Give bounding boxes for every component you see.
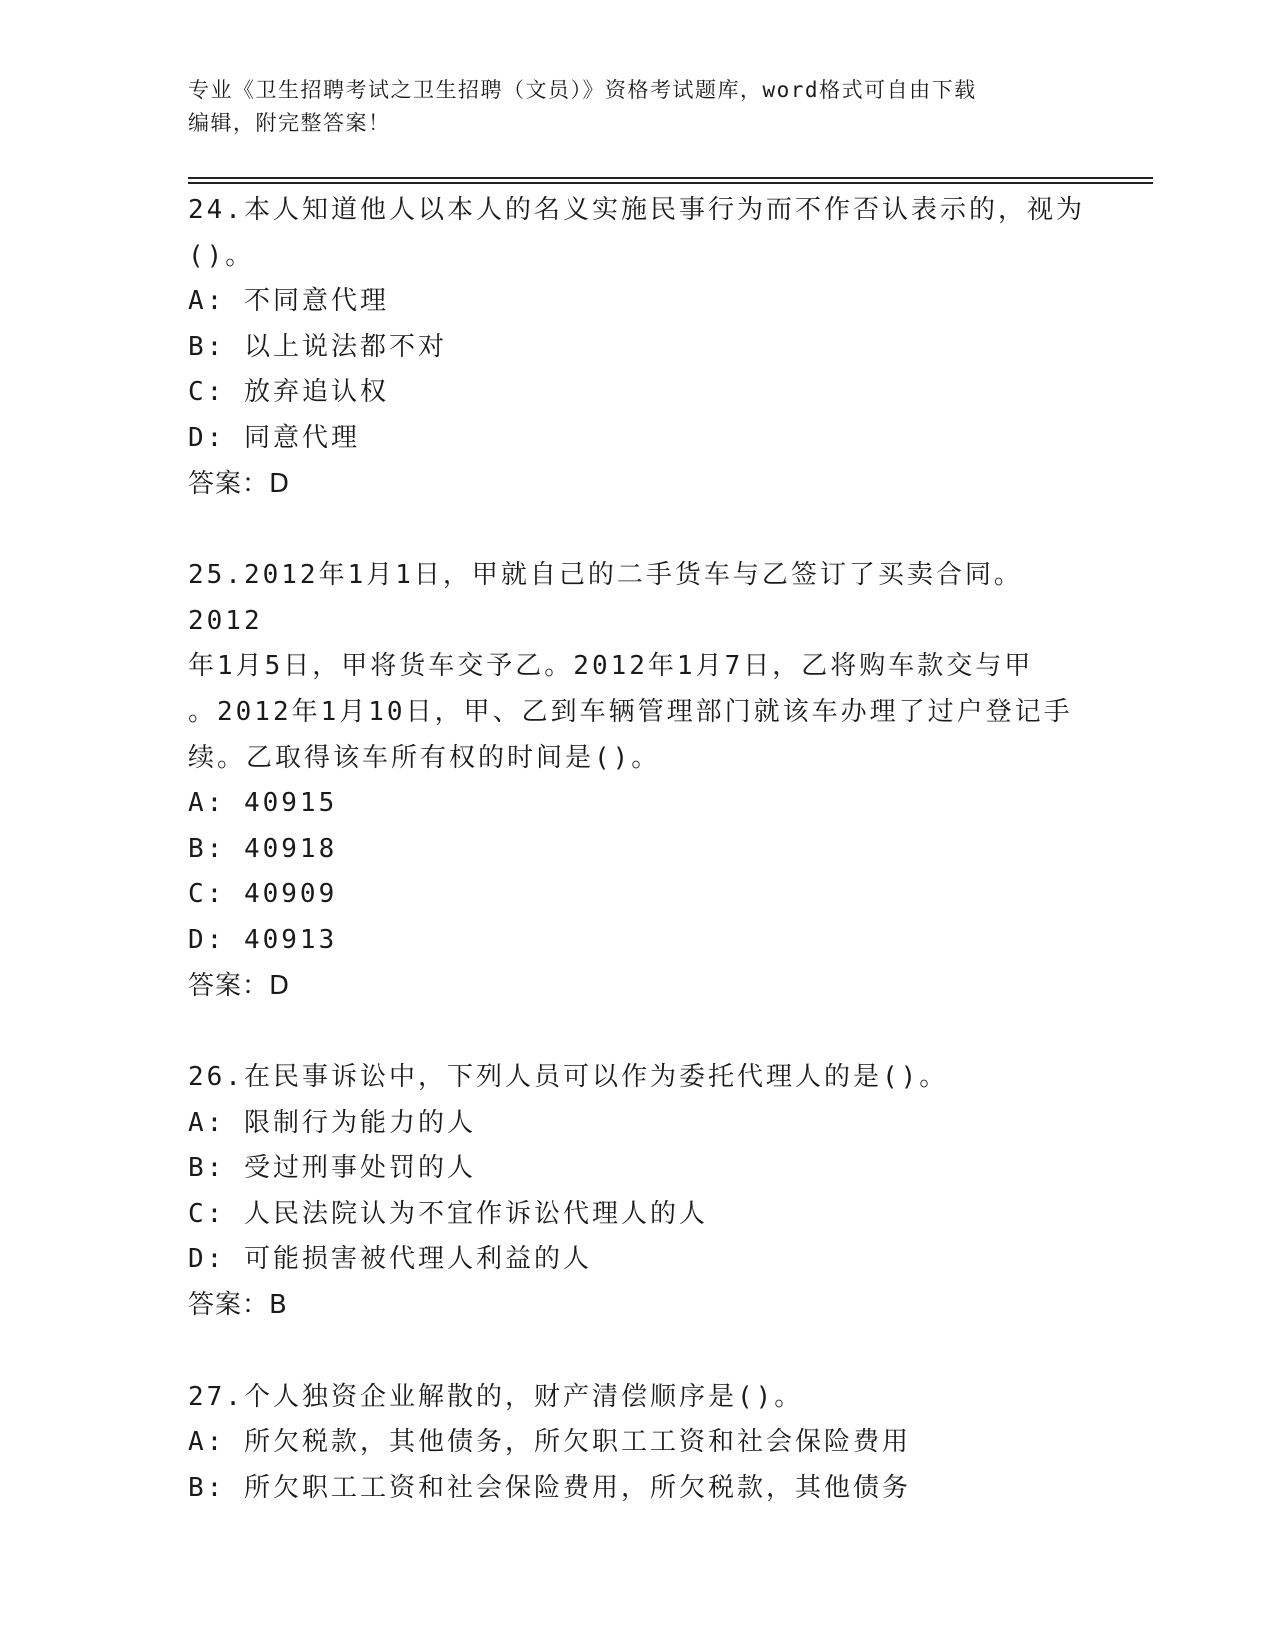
option-text: 人民法院认为不宜作诉讼代理人的人: [243, 1198, 708, 1229]
header-line-1: 专业《卫生招聘考试之卫生招聘（文员）》资格考试题库，word格式可自由下载: [188, 78, 977, 102]
option-b: [188, 325, 1088, 371]
question-25: [188, 553, 1088, 1009]
option-label: A:: [188, 788, 226, 819]
option-label: B:: [188, 833, 226, 864]
option-label: D:: [188, 1244, 226, 1275]
option-text: 限制行为能力的人: [243, 1107, 476, 1138]
option-label: C:: [188, 879, 226, 910]
option-b: [188, 1146, 1088, 1192]
option-label: C:: [188, 1198, 226, 1229]
question-24: [188, 188, 1088, 507]
question-text-line: 24.本人知道他人以本人的名义实施民事行为而不作否认表示的，视为: [188, 195, 1085, 225]
option-label: B:: [188, 331, 226, 362]
option-text: 40909: [243, 879, 338, 910]
option-label: A:: [188, 1427, 226, 1458]
answer-line: 答案：B: [188, 1290, 288, 1321]
option-a: [188, 1420, 1088, 1466]
question-text-line: 26.在民事诉讼中，下列人员可以作为委托代理人的是()。: [188, 1062, 949, 1093]
option-text: 同意代理: [243, 422, 360, 453]
option-text: 受过刑事处罚的人: [243, 1153, 476, 1184]
question-text-line: 。2012年1月10日，甲、乙到车辆管理部门就该车办理了过户登记手: [188, 696, 1073, 727]
option-c: [188, 370, 1088, 416]
option-label: A:: [188, 286, 226, 317]
option-text: 放弃追认权: [243, 377, 389, 408]
answer-line: 答案：D: [188, 468, 291, 499]
option-text: 所欠职工工资和社会保险费用，所欠税款，其他债务: [243, 1472, 911, 1503]
question-list: [188, 188, 1088, 1511]
option-label: B:: [188, 1153, 226, 1184]
option-label: D:: [188, 422, 226, 453]
option-text: 以上说法都不对: [243, 331, 447, 362]
option-text: 不同意代理: [243, 286, 389, 317]
header-line-2: 编辑，附完整答案！: [188, 111, 391, 135]
document-header: [188, 74, 1088, 140]
option-d: [188, 416, 1088, 462]
option-a: [188, 781, 1088, 827]
question-text-line: 25.2012年1月1日，甲就自己的二手货车与乙签订了买卖合同。2012: [188, 560, 1023, 636]
question-text-line: ()。: [188, 240, 255, 271]
question-text-line: 续。乙取得该车所有权的时间是()。: [188, 742, 661, 773]
header-divider-bottom: [188, 182, 1153, 184]
option-c: [188, 872, 1088, 918]
option-d: [188, 1237, 1088, 1283]
option-b: [188, 1466, 1088, 1512]
question-text-line: 27.个人独资企业解散的，财产清偿顺序是()。: [188, 1381, 804, 1412]
option-text: 40918: [243, 833, 338, 864]
option-label: C:: [188, 377, 226, 408]
header-divider-top: [188, 177, 1153, 179]
option-a: [188, 279, 1088, 325]
option-text: 40913: [243, 924, 338, 955]
option-text: 40915: [243, 788, 338, 819]
option-d: [188, 918, 1088, 964]
option-label: B:: [188, 1472, 226, 1503]
question-text-line: 年1月5日，甲将货车交予乙。2012年1月7日，乙将购车款交与甲: [188, 651, 1034, 682]
option-text: 所欠税款，其他债务，所欠职工工资和社会保险费用: [243, 1427, 911, 1458]
option-c: [188, 1192, 1088, 1238]
option-text: 可能损害被代理人利益的人: [243, 1244, 592, 1275]
question-27: [188, 1375, 1088, 1512]
option-label: A:: [188, 1107, 226, 1138]
option-a: [188, 1101, 1088, 1147]
option-label: D:: [188, 924, 226, 955]
question-26: [188, 1055, 1088, 1329]
option-b: [188, 827, 1088, 873]
answer-line: 答案：D: [188, 970, 291, 1001]
